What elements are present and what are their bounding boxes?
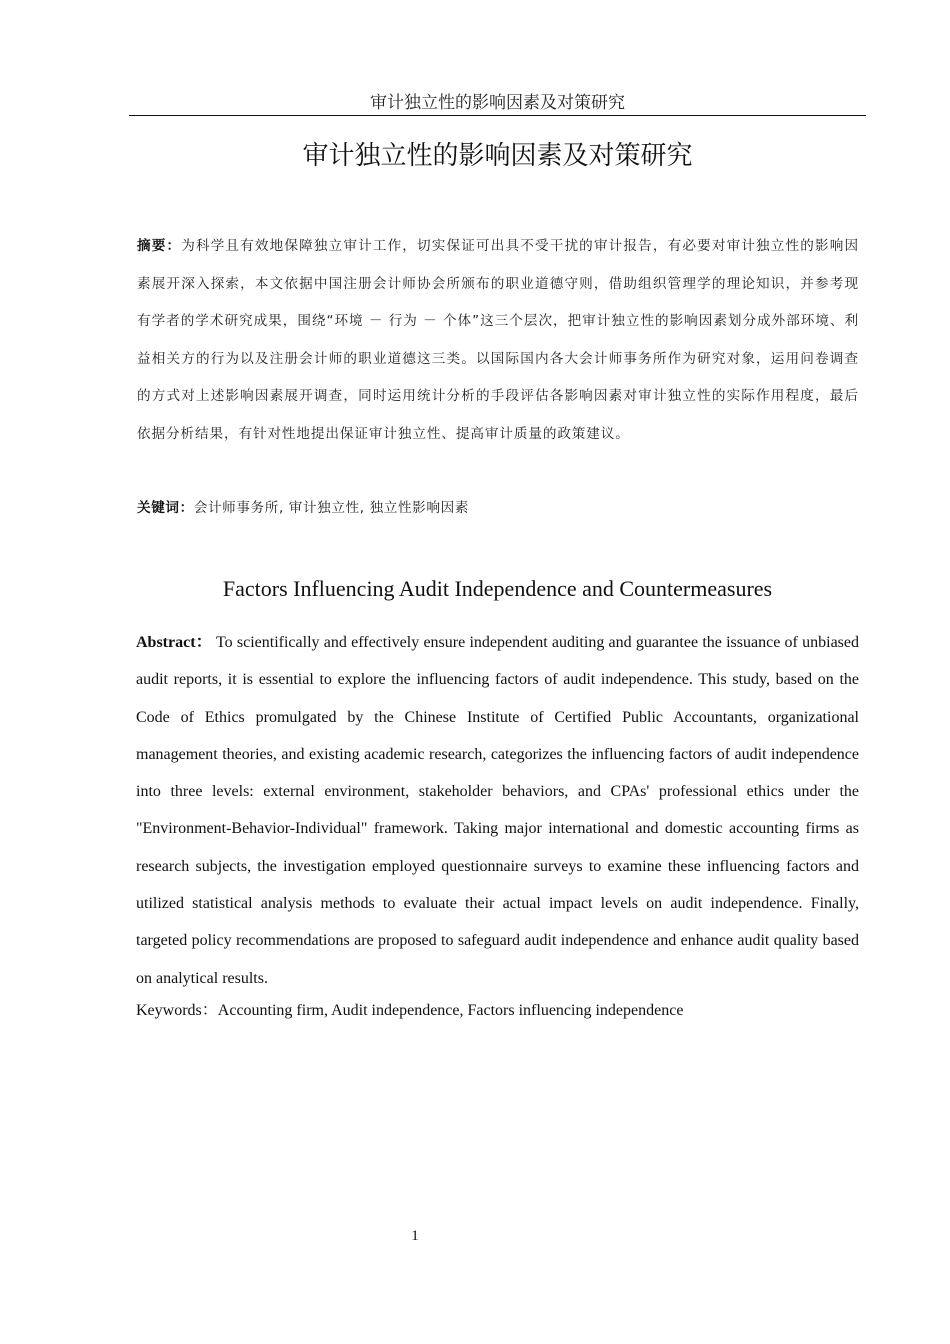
running-header: 审计独立性的影响因素及对策研究 <box>370 93 625 113</box>
english-keywords <box>136 999 859 1023</box>
chinese-keywords <box>137 495 859 521</box>
chinese-abstract-text: 为科学且有效地保障独立审计工作，切实保证可出具不受干扰的审计报告，有必要对审计独立性的影响因素展开深入探索，本文依据中国注册会计师协会所颁布的职业道德守则，借助组织管理学的理论知识，并参考现有学者的学术研究成果，围绕“环境 － 行为 － 个体”这三个层次，把审计独立性的影响因素划分成外部环境、利益相关方的行为以及注册会计师的职业道德这三类。以国际国内各大会计师事务所作为研究对象，运用问卷调查的方式对上述影响因素展开调查，同时运用统计分析的手段评估各影响因素对审计独立性的实际作用程度，最后依据分析结果，有针对性地提出保证审计独立性、提高审计质量的政策建议。 <box>137 238 859 442</box>
chinese-abstract <box>137 228 859 454</box>
english-abstract-label: Abstract： <box>136 634 213 651</box>
chinese-title: 审计独立性的影响因素及对策研究 <box>302 141 693 171</box>
english-keywords-text: Accounting firm, Audit independence, Factors influencing independence <box>217 1002 684 1019</box>
page-number: 1 <box>411 1228 419 1244</box>
chinese-keywords-label: 关键词： <box>137 500 194 516</box>
header-divider <box>129 115 866 116</box>
english-title: Factors Influencing Audit Independence and Countermeasures <box>222 576 773 601</box>
english-abstract <box>136 624 859 997</box>
chinese-keywords-text: 会计师事务所, 审计独立性, 独立性影响因素 <box>193 500 469 516</box>
english-keywords-label: Keywords： <box>136 1002 218 1019</box>
english-abstract-text: To scientifically and effectively ensure independent auditing and guarantee the issuance of unbiased audit reports, it is essential to explore the influencing factors of audit independence. This study, based on the Code of Ethics promulgated by the Chinese Institute of Certified Public Accountants, organizational management theories, and existing academic research, categorizes the influencing factors of audit independence into three levels: external environment, stakeholder behaviors, and CPAs' professional ethics under the "Environment-Behavior-Individual" framework. Taking major international and domestic accounting firms as research subjects, the investigation employed questionnaire surveys to examine these influencing factors and utilized statistical analysis methods to evaluate their actual impact levels on audit independence. Finally, targeted policy recommendations are proposed to safeguard audit independence and enhance audit quality based on analytical results. <box>136 634 859 987</box>
chinese-abstract-label: 摘要： <box>137 238 182 254</box>
